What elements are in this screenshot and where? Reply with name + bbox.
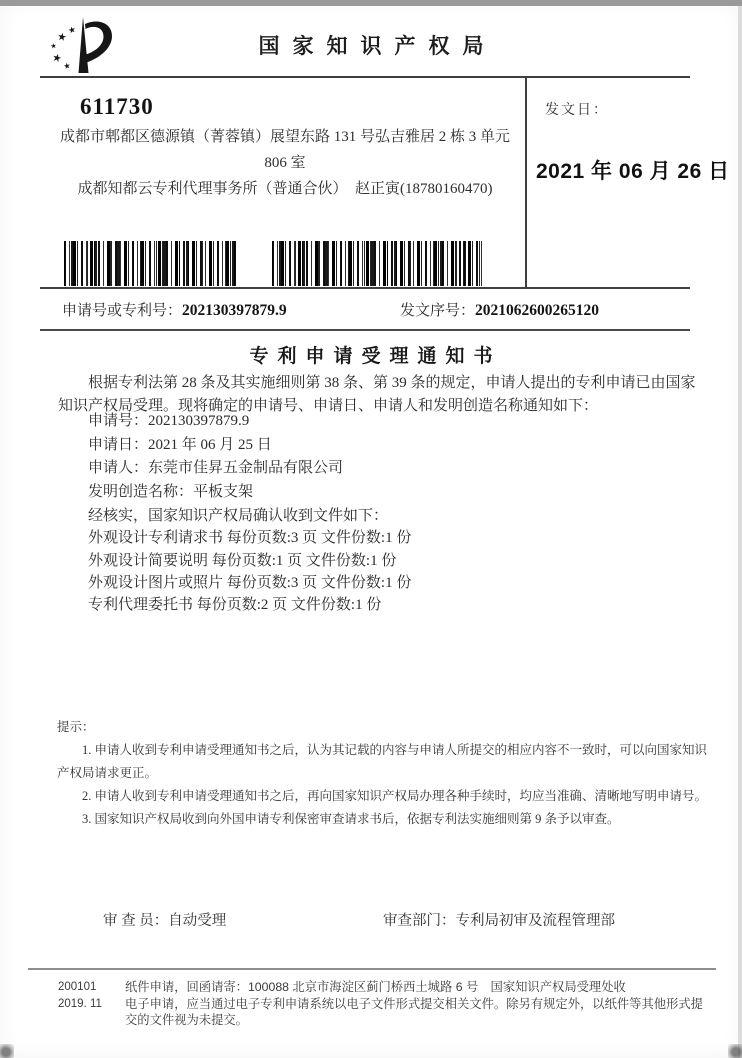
department-value: 专利局初审及流程管理部	[455, 913, 615, 929]
tip-item-1: 1. 申请人收到专利申请受理通知书之后，认为其记载的内容与申请人所提交的相应内容不一致时，可以向国家知识产权局请求更正。	[57, 743, 708, 780]
department-row	[383, 909, 615, 930]
barcode-bottom-rule	[40, 287, 690, 289]
footer-rule	[28, 968, 716, 970]
agent-line: 成都知都云专利代理事务所（普通合伙） 赵正寅(18780160470)	[77, 181, 493, 197]
recipient-address	[50, 124, 520, 202]
notice-title: 专利申请受理通知书	[249, 346, 502, 367]
examiner-row	[103, 909, 226, 930]
footer-electronic-instruction: 电子申请，应当通过电子专利申请系统以电子文件形式提交相关文件。除另有规定外，以纸件等其他形式提交的文件视为未提交。	[125, 996, 703, 1027]
field-application-date: 申请日：2021 年 06 月 25 日	[88, 436, 272, 453]
received-documents	[88, 505, 688, 616]
serial-number-row	[400, 299, 599, 320]
footer-paper-instruction: 纸件申请，回函请寄：100088 北京市海淀区蓟门桥西土城路 6 号 国家知识产权局受理处收	[125, 980, 626, 994]
scan-corner-bottom-right	[728, 1044, 742, 1058]
serial-number-label: 发文序号：	[400, 303, 476, 319]
address-line-2: 806 室	[264, 155, 306, 171]
application-number-label: 申请号或专利号：	[62, 303, 183, 319]
scan-corner-bottom-left	[0, 1044, 14, 1058]
department-label: 审查部门：	[383, 913, 456, 929]
application-fields	[88, 410, 688, 504]
field-application-number: 申请号：202130397879.9	[88, 413, 250, 429]
document-item: 外观设计图片或照片 每份页数:3 页 文件份数:1 份	[88, 574, 412, 591]
agency-title: 国家知识产权局	[258, 35, 497, 58]
reference-bottom-rule	[40, 329, 690, 331]
tip-item-2: 2. 申请人收到专利申请受理通知书之后，再向国家知识产权局办理各种手续时，均应当准确、清晰地写明申请号。	[82, 789, 708, 803]
footer-instructions	[125, 979, 703, 1029]
footer-form-version: 2019. 11	[58, 997, 102, 1010]
document-item: 外观设计专利请求书 每份页数:3 页 文件份数:1 份	[88, 530, 412, 547]
notice-intro-paragraph: 根据专利法第 28 条及其实施细则第 38 条、第 39 条的规定，申请人提出的专利申请已由国家知识产权局受理。现将确定的申请号、申请日、申请人和发明创造名称通知如下：	[58, 375, 696, 414]
application-number-row	[62, 299, 287, 320]
issue-date-value: 2021 年 06 月 26 日	[536, 160, 730, 183]
address-line-1: 成都市郫都区德源镇（菁蓉镇）展望东路 131 号弘吉雅居 2 栋 3 单元	[59, 129, 510, 145]
footer-form-codes	[58, 979, 102, 1012]
tips-label: 提示：	[57, 720, 95, 734]
field-applicant: 申请人：东莞市佳昇五金制品有限公司	[88, 460, 344, 476]
serial-number-value: 2021062600265120	[475, 302, 600, 319]
examiner-value: 自动受理	[168, 913, 227, 929]
barcode-right	[272, 241, 484, 286]
received-intro: 经核实，国家知识产权局确认收到文件如下：	[88, 508, 389, 524]
application-number-value: 202130397879.9	[182, 302, 287, 319]
header-rule	[40, 76, 690, 78]
issue-date-label: 发文日：	[545, 103, 609, 118]
footer-form-code: 200101	[58, 981, 97, 993]
document-item: 专利代理委托书 每份页数:2 页 文件份数:1 份	[88, 597, 382, 614]
address-date-divider	[525, 77, 527, 289]
field-invention-title: 发明创造名称：平板支架	[88, 483, 254, 500]
scan-top-edge	[0, 0, 742, 6]
tip-item-3: 3. 国家知识产权局收到向外国申请专利保密审查请求书后，依据专利法实施细则第 9 条予以审查。	[82, 812, 620, 826]
scan-right-edge	[738, 6, 742, 1058]
examiner-label: 审 查 员：	[103, 913, 169, 929]
document-item: 外观设计简要说明 每份页数:1 页 文件份数:1 份	[88, 552, 397, 569]
barcode-left	[64, 241, 238, 286]
postal-code: 611730	[80, 94, 154, 119]
tips-section	[57, 716, 712, 831]
